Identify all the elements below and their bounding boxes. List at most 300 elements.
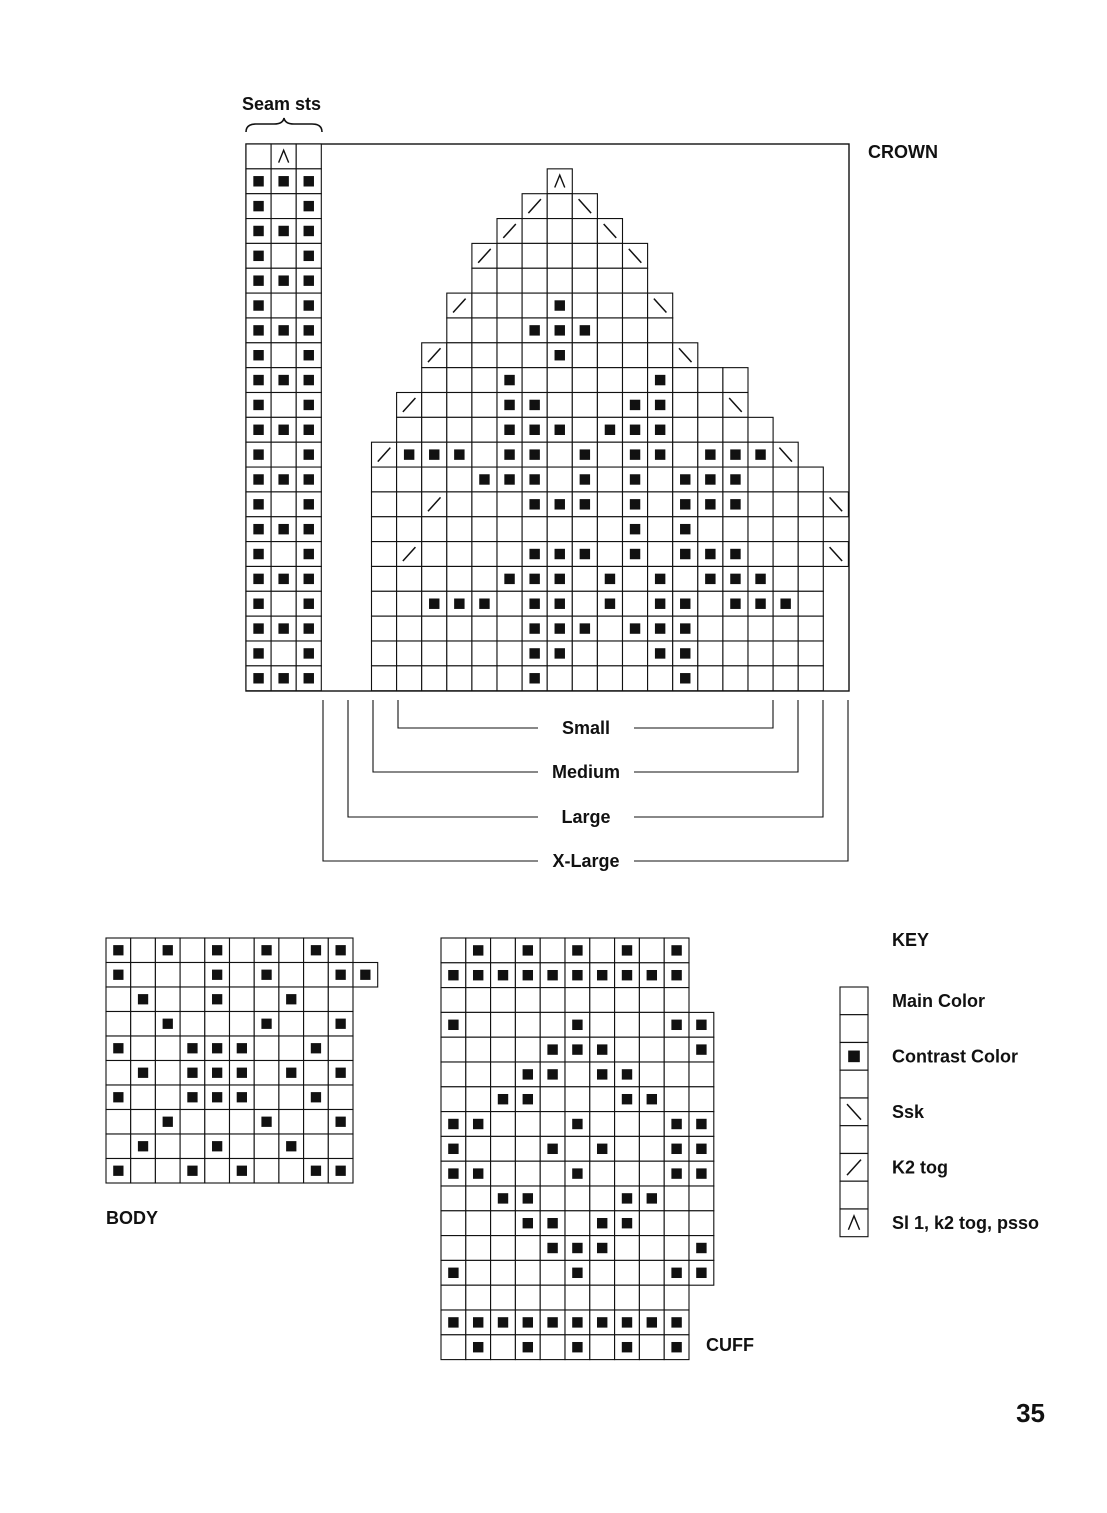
chart-cell [304,938,329,963]
contrast-color-mark [304,375,314,385]
chart-cell [522,293,547,318]
chart-cell [547,268,572,293]
contrast-color-mark [212,1068,222,1078]
chart-cell [673,542,698,567]
chart-cell [540,1236,565,1261]
chart-cell [155,1061,180,1086]
chart-cell [590,1285,615,1310]
contrast-color-mark [304,251,314,261]
chart-cell [597,417,622,442]
chart-cell [547,368,572,393]
chart-cell [472,542,497,567]
chart-cell [304,963,329,988]
chart-cell [615,1260,640,1285]
chart-cell [447,343,472,368]
chart-cell [748,542,773,567]
chart-cell [246,666,271,691]
chart-cell [441,1236,466,1261]
chart-cell [540,1012,565,1037]
contrast-color-mark [163,1117,173,1127]
chart-cell [491,1335,516,1360]
chart-cell [748,467,773,492]
chart-cell [597,219,622,244]
chart-cell [748,442,773,467]
contrast-color-mark [597,1243,607,1253]
chart-cell [615,1087,640,1112]
chart-cell [840,1098,868,1126]
chart-cell [664,1186,689,1211]
chart-cell [565,1136,590,1161]
chart-cell [639,1186,664,1211]
chart-cell [304,1134,329,1159]
chart-cell [271,194,296,219]
chart-cell [515,1062,540,1087]
chart-cell [623,368,648,393]
chart-cell [590,1211,615,1236]
contrast-color-mark [696,1268,706,1278]
chart-cell [180,1110,205,1135]
contrast-color-mark [555,425,565,435]
chart-cell [422,368,447,393]
chart-cell [773,442,798,467]
chart-cell [689,1260,714,1285]
chart-cell [572,194,597,219]
chart-cell [491,1112,516,1137]
chart-cell [304,1110,329,1135]
chart-cell [639,1112,664,1137]
chart-cell [296,666,321,691]
chart-cell [547,492,572,517]
contrast-color-mark [212,970,222,980]
chart-cell [491,1012,516,1037]
contrast-color-mark [253,599,263,609]
chart-cell [180,1012,205,1037]
contrast-color-mark [730,574,740,584]
chart-cell [773,517,798,542]
chart-cell [296,442,321,467]
contrast-color-mark [304,400,314,410]
chart-cell [466,963,491,988]
chart-cell [441,1136,466,1161]
chart-cell [230,1159,255,1184]
contrast-color-mark [705,549,715,559]
contrast-color-mark [138,1068,148,1078]
chart-cell [798,542,823,567]
contrast-color-mark [253,474,263,484]
size-label: Large [561,807,611,827]
contrast-color-mark [253,226,263,236]
chart-cell [590,1062,615,1087]
chart-cell [466,1136,491,1161]
chart-cell [304,1012,329,1037]
chart-cell [840,1154,868,1182]
chart-cell [664,963,689,988]
chart-cell [254,1036,279,1061]
chart-cell [155,987,180,1012]
chart-cell [597,467,622,492]
chart-cell [615,1236,640,1261]
chart-cell [271,417,296,442]
chart-cell [565,1161,590,1186]
contrast-color-mark [304,549,314,559]
chart-cell [664,1012,689,1037]
contrast-color-mark [547,1044,557,1054]
chart-cell [664,1136,689,1161]
chart-cell [131,987,156,1012]
chart-cell [572,566,597,591]
chart-cell [466,1161,491,1186]
contrast-color-mark [647,1193,657,1203]
contrast-color-mark [547,1243,557,1253]
chart-cell [106,1110,131,1135]
chart-cell [246,194,271,219]
chart-cell [597,616,622,641]
chart-cell [271,318,296,343]
contrast-color-mark [671,1342,681,1352]
chart-cell [748,616,773,641]
contrast-color-mark [278,623,288,633]
contrast-color-mark [304,524,314,534]
chart-cell [466,1310,491,1335]
contrast-color-mark [304,201,314,211]
contrast-color-mark [473,1168,483,1178]
chart-cell [522,393,547,418]
contrast-color-mark [572,945,582,955]
chart-cell [131,963,156,988]
chart-cell [271,542,296,567]
chart-cell [547,566,572,591]
contrast-color-mark [304,673,314,683]
chart-cell [597,566,622,591]
seam-sts-brace [246,118,322,132]
contrast-color-mark [504,425,514,435]
contrast-color-mark [304,574,314,584]
chart-cell [497,393,522,418]
chart-cell [106,987,131,1012]
contrast-color-mark [429,599,439,609]
seam-sts-label: Seam sts [242,94,322,114]
chart-cell [648,318,673,343]
chart-cell [572,442,597,467]
contrast-color-mark [547,1218,557,1228]
chart-cell [254,987,279,1012]
contrast-color-mark [212,1092,222,1102]
chart-cell [296,566,321,591]
chart-cell [723,393,748,418]
contrast-color-mark [278,375,288,385]
contrast-color-mark [529,599,539,609]
chart-cell [673,442,698,467]
chart-cell [748,417,773,442]
chart-cell [547,517,572,542]
chart-cell [540,1211,565,1236]
chart-cell [131,1110,156,1135]
chart-cell [748,517,773,542]
chart-cell [623,591,648,616]
chart-cell [597,666,622,691]
chart-cell [230,1036,255,1061]
chart-cell [472,492,497,517]
chart-cell [648,542,673,567]
contrast-color-mark [304,350,314,360]
contrast-color-mark [529,549,539,559]
chart-cell [689,1136,714,1161]
contrast-color-mark [547,1069,557,1079]
chart-cell [572,591,597,616]
contrast-color-mark [253,499,263,509]
chart-cell [798,492,823,517]
chart-cell [540,938,565,963]
chart-cell [296,591,321,616]
chart-cell [491,1260,516,1285]
chart-cell [673,393,698,418]
chart-cell [472,243,497,268]
contrast-color-mark [730,499,740,509]
contrast-color-mark [580,623,590,633]
chart-cell [328,987,353,1012]
chart-cell [565,1062,590,1087]
chart-cell [597,243,622,268]
chart-cell [304,1085,329,1110]
chart-cell [279,1012,304,1037]
chart-cell [664,1335,689,1360]
size-label: Small [561,718,611,738]
contrast-color-mark [680,499,690,509]
chart-cell [372,467,397,492]
chart-cell [472,666,497,691]
chart-cell [615,1186,640,1211]
chart-cell [205,1061,230,1086]
chart-cell [155,1159,180,1184]
contrast-color-mark [336,1068,346,1078]
contrast-color-mark [630,449,640,459]
chart-cell [246,542,271,567]
contrast-color-mark [680,673,690,683]
chart-cell [522,442,547,467]
contrast-color-mark [580,449,590,459]
contrast-color-mark [696,1168,706,1178]
chart-cell [840,987,868,1015]
chart-cell [447,517,472,542]
contrast-color-mark [572,1119,582,1129]
chart-cell [296,616,321,641]
chart-cell [639,1211,664,1236]
chart-cell [447,368,472,393]
chart-cell [466,1062,491,1087]
chart-cell [515,1087,540,1112]
chart-cell [246,442,271,467]
chart-cell [279,1110,304,1135]
chart-cell [597,492,622,517]
contrast-color-mark [237,1166,247,1176]
chart-cell [328,1110,353,1135]
chart-cell [246,169,271,194]
contrast-color-mark [473,970,483,980]
chart-cell [230,1085,255,1110]
contrast-color-mark [647,1317,657,1327]
chart-cell [155,1036,180,1061]
chart-cell [397,393,422,418]
chart-cell [540,1186,565,1211]
chart-cell [547,591,572,616]
chart-cell [664,1260,689,1285]
contrast-color-mark [253,275,263,285]
chart-cell [328,1036,353,1061]
chart-cell [279,1134,304,1159]
chart-cell [397,442,422,467]
chart-cell [472,442,497,467]
chart-cell [597,591,622,616]
chart-cell [522,666,547,691]
chart-cell [522,616,547,641]
chart-cell [565,938,590,963]
chart-cell [664,988,689,1013]
chart-cell [271,492,296,517]
chart-cell [565,1285,590,1310]
chart-cell [748,641,773,666]
contrast-color-mark [261,945,271,955]
contrast-color-mark [647,1094,657,1104]
contrast-color-mark [429,449,439,459]
chart-cell [723,542,748,567]
key-item [840,987,985,1042]
contrast-color-mark [336,1019,346,1029]
chart-cell [271,368,296,393]
chart-cell [497,492,522,517]
chart-cell [664,938,689,963]
cuff-label: CUFF [706,1335,754,1355]
chart-cell [271,467,296,492]
chart-cell [823,492,848,517]
contrast-color-mark [555,300,565,310]
chart-cell [572,467,597,492]
chart-cell [271,393,296,418]
chart-cell [246,243,271,268]
chart-cell [131,1134,156,1159]
chart-cell [271,144,296,169]
crown-section [242,94,938,871]
chart-cell [296,268,321,293]
chart-cell [639,1062,664,1087]
chart-cell [472,641,497,666]
contrast-color-mark [498,970,508,980]
chart-cell [572,517,597,542]
chart-cell [723,492,748,517]
chart-cell [422,417,447,442]
contrast-color-mark [498,1094,508,1104]
chart-cell [623,616,648,641]
chart-cell [230,1110,255,1135]
contrast-color-mark [261,1117,271,1127]
contrast-color-mark [113,970,123,980]
chart-cell [246,492,271,517]
chart-cell [422,343,447,368]
chart-cell [773,542,798,567]
chart-cell [447,591,472,616]
chart-cell [623,492,648,517]
contrast-color-mark [479,474,489,484]
contrast-color-mark [529,400,539,410]
contrast-color-mark [696,1044,706,1054]
chart-cell [615,1310,640,1335]
chart-cell [615,988,640,1013]
chart-cell [689,1037,714,1062]
contrast-color-mark [253,176,263,186]
contrast-color-mark [696,1243,706,1253]
chart-cell [639,963,664,988]
chart-cell [565,1012,590,1037]
chart-cell [422,393,447,418]
chart-cell [296,169,321,194]
chart-cell [639,1136,664,1161]
chart-cell [131,1085,156,1110]
chart-cell [497,243,522,268]
chart-cell [497,566,522,591]
contrast-color-mark [253,325,263,335]
chart-cell [397,591,422,616]
contrast-color-mark [671,1268,681,1278]
chart-cell [798,616,823,641]
contrast-color-mark [278,325,288,335]
contrast-color-mark [622,970,632,980]
chart-cell [441,1285,466,1310]
chart-cell [689,1236,714,1261]
chart-cell [590,1161,615,1186]
contrast-color-mark [605,425,615,435]
contrast-color-mark [572,970,582,980]
contrast-color-mark [278,673,288,683]
chart-cell [773,666,798,691]
chart-cell [698,368,723,393]
chart-cell [565,1236,590,1261]
chart-cell [572,393,597,418]
chart-cell [472,343,497,368]
chart-cell [623,243,648,268]
contrast-color-mark [622,1193,632,1203]
chart-cell [205,1036,230,1061]
contrast-color-mark [580,474,590,484]
chart-cell [422,442,447,467]
chart-cell [205,987,230,1012]
contrast-color-mark [113,1166,123,1176]
contrast-color-mark [253,425,263,435]
chart-cell [540,1062,565,1087]
contrast-color-mark [278,275,288,285]
chart-cell [397,417,422,442]
contrast-color-mark [671,1317,681,1327]
contrast-color-mark [253,375,263,385]
chart-cell [296,467,321,492]
contrast-color-mark [605,574,615,584]
chart-cell [615,1062,640,1087]
contrast-color-mark [304,226,314,236]
contrast-color-mark [730,474,740,484]
chart-cell [615,1285,640,1310]
chart-cell [597,393,622,418]
chart-cell [515,1310,540,1335]
chart-cell [547,616,572,641]
chart-cell [447,566,472,591]
chart-cell [572,417,597,442]
contrast-color-mark [547,970,557,980]
chart-cell [615,938,640,963]
chart-cell [773,641,798,666]
chart-cell [131,1012,156,1037]
chart-cell [540,1161,565,1186]
chart-cell [230,938,255,963]
chart-cell [372,542,397,567]
chart-cell [547,467,572,492]
